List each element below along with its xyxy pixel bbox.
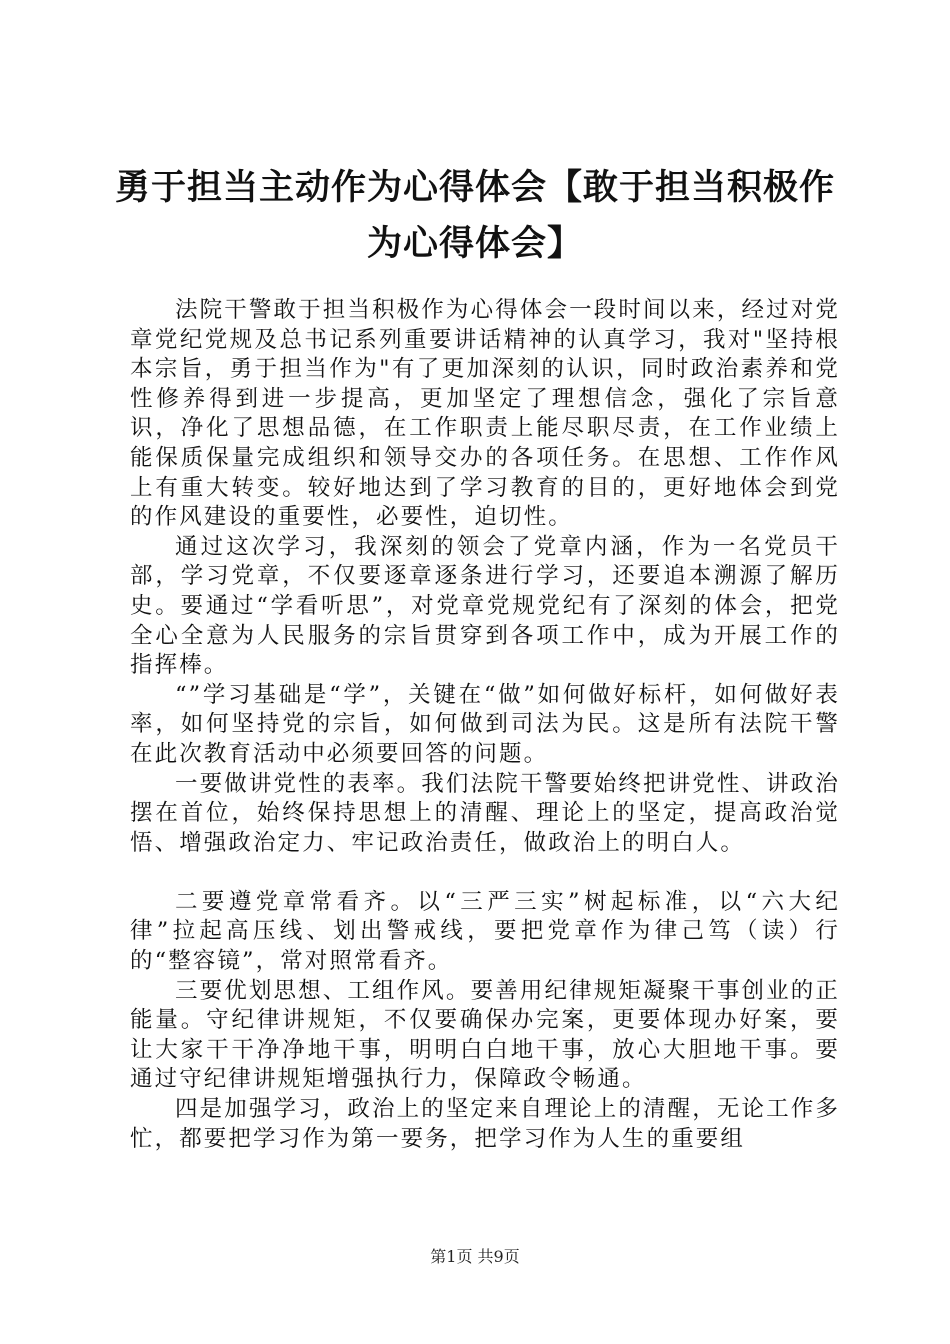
paragraph-6: 三要优划思想、工组作风。要善用纪律规矩凝聚干事创业的正能量。守纪律讲规矩，不仅要确保办完案，更要体现办好案，要让大家干干净净地干事，明明白白地干事，放心大胆地干事。要通过守纪律讲规矩增强执行力，保障政令畅通。 — [130, 977, 840, 1093]
paragraph-5: 二要遵党章常看齐。以“三严三实”树起标准，以“六大纪律”拉起高压线、划出警戒线，要把党章作为律己笃（读）行的“整容镜”，常对照常看齐。 — [130, 888, 840, 975]
paragraph-2: 通过这次学习，我深刻的领会了党章内涵，作为一名党员干部，学习党章，不仅要逐章逐条进行学习，还要追本溯源了解历史。要通过“学看听思”，对党章党规党纪有了深刻的体会，把党全心全意为人民服务的宗旨贯穿到各项工作中，成为开展工作的指挥棒。 — [130, 533, 840, 679]
paragraph-3: “”学习基础是“学”，关键在“做”如何做好标杆，如何做好表率，如何坚持党的宗旨，如何做到司法为民。这是所有法院干警在此次教育活动中必须要回答的问题。 — [130, 681, 840, 767]
paragraph-4: 一要做讲党性的表率。我们法院干警要始终把讲党性、讲政治摆在首位，始终保持思想上的清醒、理论上的坚定，提高政治觉悟、增强政治定力、牢记政治责任，做政治上的明白人。 — [130, 770, 840, 856]
document-body — [130, 296, 840, 1154]
page-footer: 第1页 共9页 — [430, 1247, 520, 1266]
paragraph-7: 四是加强学习，政治上的坚定来自理论上的清醒，无论工作多忙，都要把学习作为第一要务，把学习作为人生的重要组 — [130, 1096, 840, 1152]
document-title: 勇于担当主动作为心得体会【敢于担当积极作为心得体会】 — [114, 168, 835, 264]
paragraph-1: 法院干警敢于担当积极作为心得体会一段时间以来，经过对党章党纪党规及总书记系列重要讲话精神的认真学习，我对"坚持根本宗旨，勇于担当作为"有了更加深刻的认识，同时政治素养和党性修养得到进一步提高，更加坚定了理想信念，强化了宗旨意识，净化了思想品德，在工作职责上能尽职尽责，在工作业绩上能保质保量完成组织和领导交办的各项任务。在思想、工作作风上有重大转变。较好地达到了学习教育的目的，更好地体会到党的作风建设的重要性，必要性，迫切性。 — [130, 297, 840, 531]
